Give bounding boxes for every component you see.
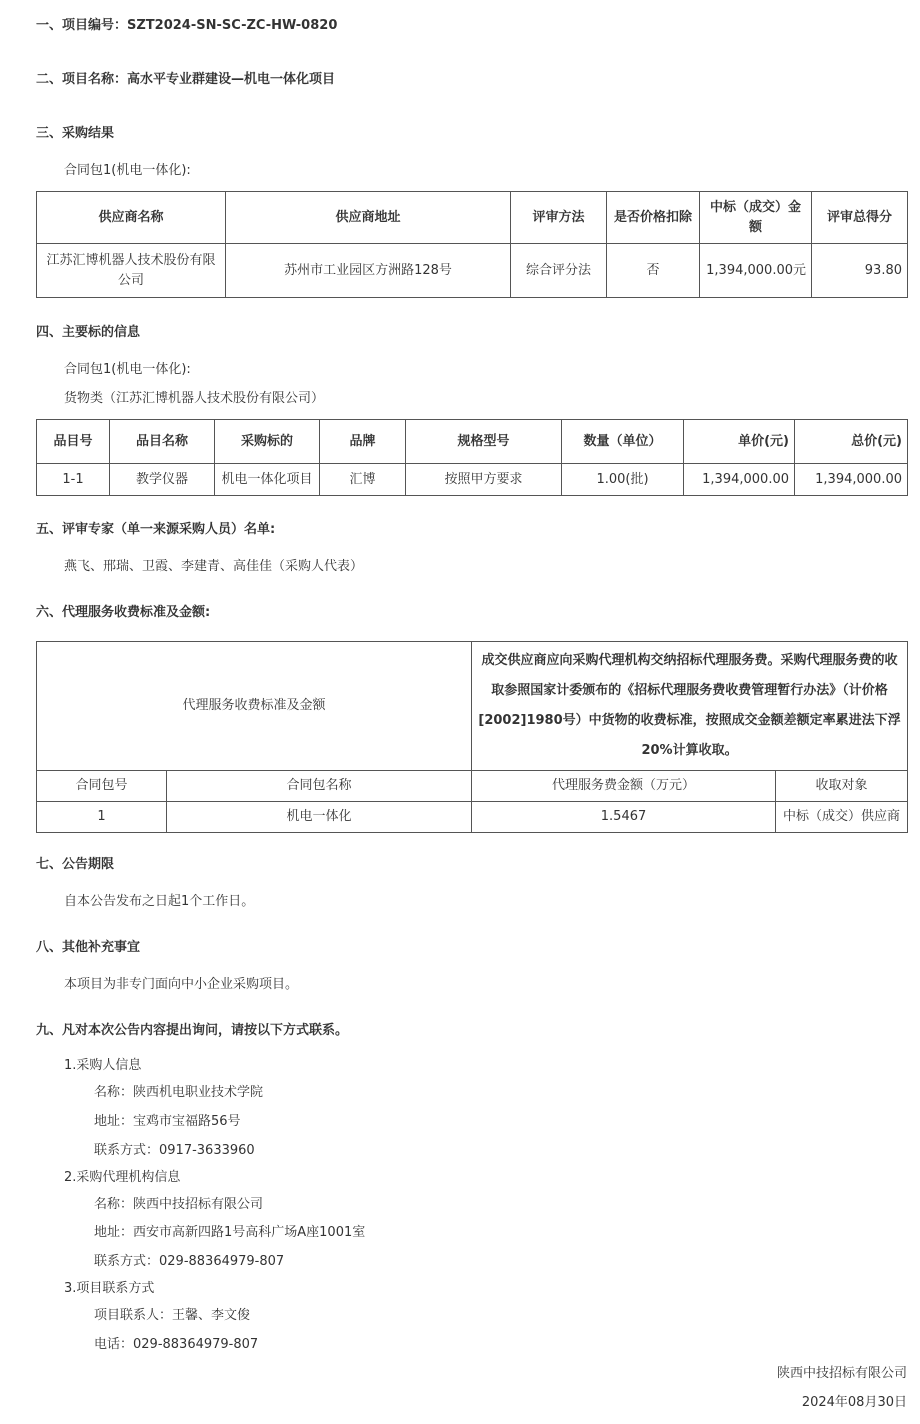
section-title-results: 三、采购结果 — [36, 126, 115, 141]
project-number — [36, 14, 337, 33]
buyer-phone: 联系方式：0917-3633960 — [94, 1143, 255, 1158]
project-contact-people: 项目联系人：王馨、李文俊 — [94, 1308, 251, 1323]
fee-package-no: 1 — [37, 802, 167, 833]
total-score: 93.80 — [812, 244, 908, 298]
items-header-subject: 采购标的 — [215, 420, 320, 464]
results-header-method: 评审方法 — [511, 192, 607, 244]
fee-amount: 1.5467 — [472, 802, 776, 833]
section-title-agency-fee: 六、代理服务收费标准及金额: — [36, 605, 211, 620]
item-quantity: 1.00(批) — [562, 464, 684, 496]
award-amount: 1,394,000.00元 — [700, 244, 812, 298]
footer-org: 陕西中技招标有限公司 — [776, 1366, 907, 1381]
items-category: 货物类（江苏汇博机器人技术股份有限公司） — [64, 391, 325, 406]
items-header-row — [37, 420, 908, 464]
footer-date: 2024年08月30日 — [801, 1395, 907, 1410]
agency-fee-table — [36, 641, 908, 833]
results-package: 合同包1(机电一体化): — [64, 163, 191, 178]
supplier-address: 苏州市工业园区方洲路128号 — [226, 244, 511, 298]
items-header-quantity: 数量（单位） — [562, 420, 684, 464]
project-name — [36, 68, 335, 87]
items-header-name: 品目名称 — [110, 420, 215, 464]
items-package: 合同包1(机电一体化): — [64, 362, 191, 377]
item-brand: 汇博 — [320, 464, 406, 496]
project-contact-phone: 电话：029-88364979-807 — [94, 1337, 259, 1352]
price-deduction: 否 — [607, 244, 700, 298]
section-title-supplement: 八、其他补充事宜 — [36, 940, 141, 955]
results-header-price-deduction: 是否价格扣除 — [607, 192, 700, 244]
project-name-label: 二、项目名称： — [36, 72, 128, 87]
item-name: 教学仪器 — [110, 464, 215, 496]
results-table — [36, 191, 908, 298]
fee-header-payer: 收取对象 — [776, 771, 908, 802]
section-title-experts: 五、评审专家（单一来源采购人员）名单: — [36, 522, 276, 537]
fee-package-name: 机电一体化 — [167, 802, 472, 833]
project-contact-title: 3.项目联系方式 — [64, 1281, 155, 1296]
table-row — [37, 802, 908, 833]
buyer-address: 地址：宝鸡市宝福路56号 — [94, 1114, 241, 1129]
results-header-row — [37, 192, 908, 244]
agency-address: 地址：西安市高新四路1号高科广场A座1001室 — [94, 1225, 366, 1240]
item-code: 1-1 — [37, 464, 110, 496]
item-unit-price: 1,394,000.00 — [684, 464, 795, 496]
fee-standard-label: 代理服务收费标准及金额 — [37, 642, 472, 771]
items-table — [36, 419, 908, 496]
items-header-brand: 品牌 — [320, 420, 406, 464]
fee-header-amount: 代理服务费金额（万元） — [472, 771, 776, 802]
project-name-value: 高水平专业群建设—机电一体化项目 — [127, 72, 336, 87]
item-total-price: 1,394,000.00 — [795, 464, 908, 496]
results-header-score: 评审总得分 — [812, 192, 908, 244]
buyer-name: 名称：陕西机电职业技术学院 — [94, 1085, 264, 1100]
period-text: 自本公告发布之日起1个工作日。 — [64, 894, 255, 909]
items-header-code: 品目号 — [37, 420, 110, 464]
project-number-value: SZT2024-SN-SC-ZC-HW-0820 — [127, 18, 338, 33]
section-title-items: 四、主要标的信息 — [36, 325, 141, 340]
results-header-amount: 中标（成交）金额 — [700, 192, 812, 244]
section-title-period: 七、公告期限 — [36, 857, 115, 872]
agency-phone: 联系方式：029-88364979-807 — [94, 1254, 285, 1269]
section-title-contact: 九、凡对本次公告内容提出询问，请按以下方式联系。 — [36, 1023, 349, 1038]
fee-payer: 中标（成交）供应商 — [776, 802, 908, 833]
evaluation-method: 综合评分法 — [511, 244, 607, 298]
items-header-total-price: 总价(元) — [795, 420, 908, 464]
supplement-text: 本项目为非专门面向中小企业采购项目。 — [64, 977, 299, 992]
fee-header-row — [37, 771, 908, 802]
fee-standard-description: 成交供应商应向采购代理机构交纳招标代理服务费。采购代理服务费的收取参照国家计委颁布的《招标代理服务费收费管理暂行办法》（计价格[2002]1980号）中货物的收费标准，按照成交金额差额定率累进法下浮20%计算收取。 — [472, 642, 908, 771]
agency-info-title: 2.采购代理机构信息 — [64, 1170, 181, 1185]
supplier-name: 江苏汇博机器人技术股份有限公司 — [37, 244, 226, 298]
project-number-label: 一、项目编号： — [36, 18, 128, 33]
items-header-spec: 规格型号 — [406, 420, 562, 464]
expert-names: 燕飞、邢瑞、卫霞、李建青、高佳佳（采购人代表） — [64, 559, 364, 574]
agency-name: 名称：陕西中技招标有限公司 — [94, 1197, 264, 1212]
item-subject: 机电一体化项目 — [215, 464, 320, 496]
table-row — [37, 244, 908, 298]
table-row — [37, 464, 908, 496]
items-header-unit-price: 单价(元) — [684, 420, 795, 464]
buyer-info-title: 1.采购人信息 — [64, 1058, 142, 1073]
fee-header-package-name: 合同包名称 — [167, 771, 472, 802]
fee-standard-row — [37, 642, 908, 771]
results-header-supplier: 供应商名称 — [37, 192, 226, 244]
item-spec: 按照甲方要求 — [406, 464, 562, 496]
results-header-address: 供应商地址 — [226, 192, 511, 244]
fee-header-package-no: 合同包号 — [37, 771, 167, 802]
